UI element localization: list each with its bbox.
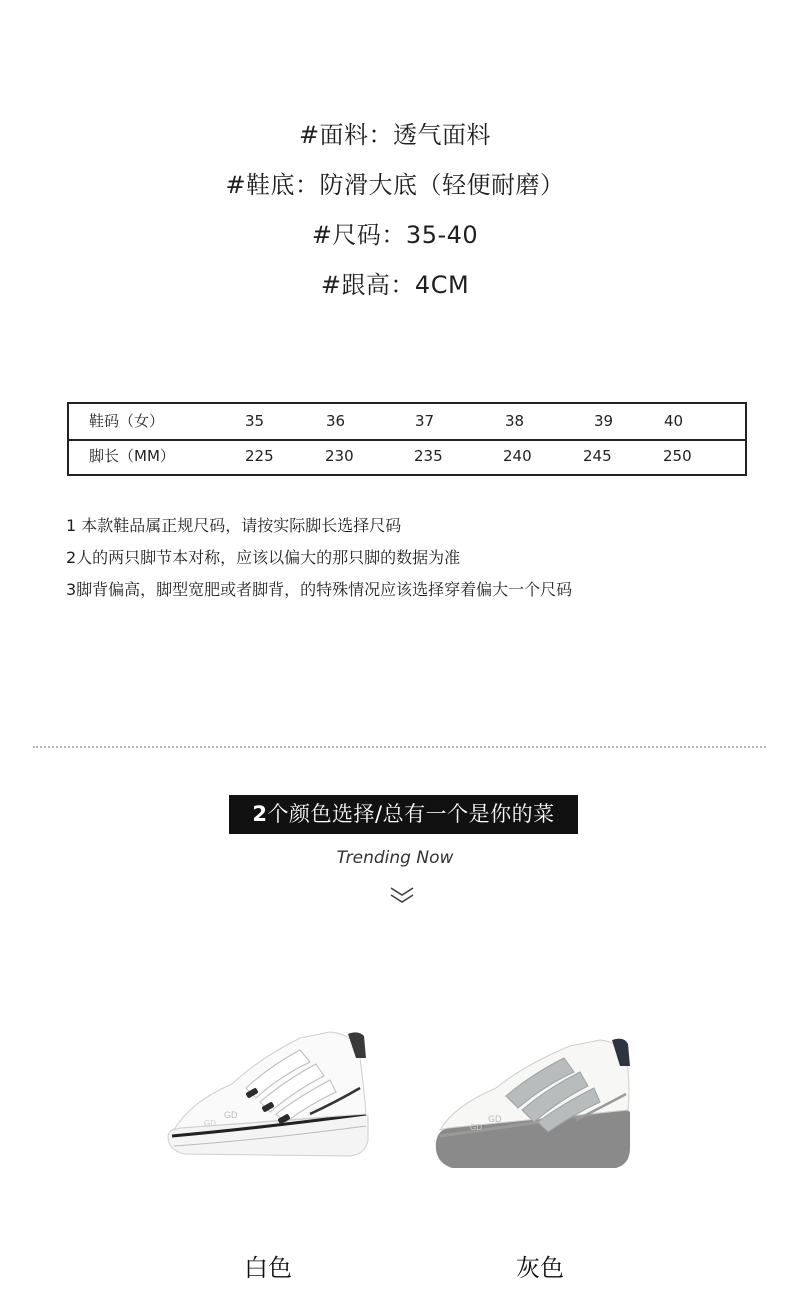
size-row-foot-length bbox=[69, 439, 745, 475]
size-cell: 39 bbox=[594, 412, 614, 430]
size-cell: 40 bbox=[664, 412, 684, 430]
spec-sole: #鞋底：防滑大底（轻便耐磨） bbox=[225, 171, 565, 199]
spec-fabric: #面料：透气面料 bbox=[298, 121, 492, 149]
spec-heel: #跟高：4CM bbox=[320, 271, 470, 299]
size-cell: 37 bbox=[415, 412, 435, 430]
svg-text:GD: GD bbox=[204, 1119, 216, 1128]
svg-text:GD: GD bbox=[488, 1114, 502, 1124]
spec-size: #尺码：35-40 bbox=[311, 221, 479, 249]
length-cell: 250 bbox=[663, 447, 692, 465]
color-label-gray: 灰色 bbox=[516, 1254, 564, 1282]
trending-now-caption: Trending Now bbox=[336, 848, 454, 868]
section-divider bbox=[33, 746, 766, 748]
note-item: 1 本款鞋品属正规尺码，请按实际脚长选择尺码 bbox=[66, 516, 402, 535]
color-label-white: 白色 bbox=[244, 1254, 292, 1282]
color-choice-banner bbox=[229, 795, 578, 834]
note-item: 3脚背偏高，脚型宽肥或者脚背，的特殊情况应该选择穿着偏大一个尺码 bbox=[66, 580, 573, 599]
spec-list bbox=[0, 110, 790, 310]
row-label-shoe-size: 鞋码（女） bbox=[89, 412, 165, 430]
svg-text:GD: GD bbox=[470, 1123, 482, 1132]
size-cell: 38 bbox=[505, 412, 525, 430]
size-notes bbox=[66, 510, 572, 606]
svg-text:GD: GD bbox=[224, 1110, 238, 1120]
row-label-foot-length: 脚长（MM） bbox=[89, 447, 175, 465]
double-chevron-down-icon bbox=[388, 885, 416, 907]
size-table bbox=[67, 402, 747, 476]
banner-text: 个颜色选择/总有一个是你的菜 bbox=[267, 802, 555, 826]
length-cell: 225 bbox=[245, 447, 274, 465]
gray-shoe-image bbox=[430, 1030, 650, 1190]
note-item: 2人的两只脚节本对称，应该以偏大的那只脚的数据为准 bbox=[66, 548, 461, 567]
white-shoe-image bbox=[160, 1018, 380, 1178]
length-cell: 235 bbox=[414, 447, 443, 465]
size-cell: 35 bbox=[245, 412, 265, 430]
length-cell: 230 bbox=[325, 447, 354, 465]
size-row-shoe-size bbox=[69, 404, 745, 441]
banner-number: 2 bbox=[252, 802, 268, 826]
size-cell: 36 bbox=[326, 412, 346, 430]
length-cell: 245 bbox=[583, 447, 612, 465]
length-cell: 240 bbox=[503, 447, 532, 465]
